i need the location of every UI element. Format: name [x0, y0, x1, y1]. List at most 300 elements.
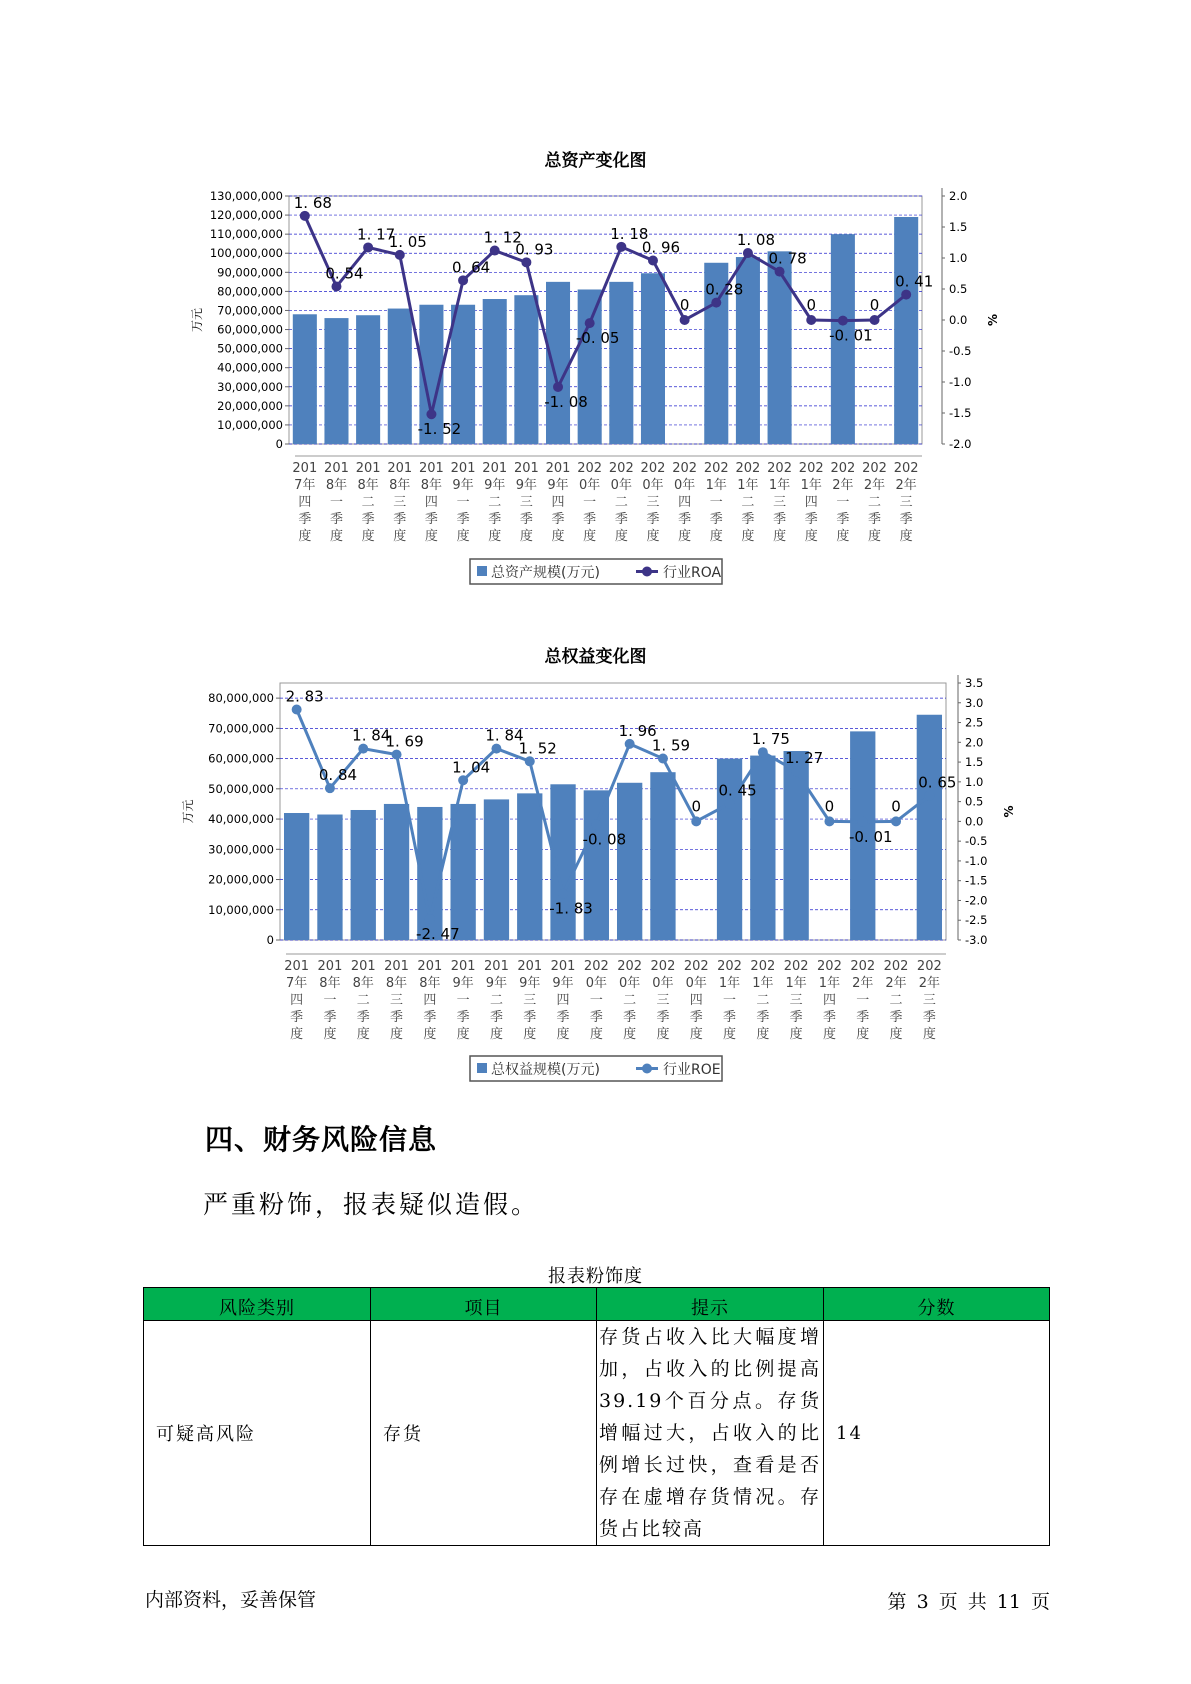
cell-score: 14 [824, 1321, 1050, 1546]
y2-tick-label: 1.5 [965, 755, 984, 770]
x-tick-label: 一 [329, 495, 343, 510]
x-tick-label: 二 [489, 993, 503, 1008]
x-tick-label: 四 [804, 495, 818, 510]
data-label: -0. 08 [582, 830, 627, 849]
data-label: 1. 69 [385, 732, 424, 751]
y2-axis-label: % [986, 313, 1000, 327]
x-tick-label: 202 [817, 959, 842, 974]
data-label: 0. 96 [641, 238, 681, 257]
footer-page-number: 第 3 页 共 11 页 [887, 1591, 1050, 1613]
x-tick-label: 0年 [579, 478, 601, 493]
data-label: 1. 84 [352, 726, 391, 745]
x-tick-label: 202 [916, 959, 942, 974]
line-point [392, 750, 402, 760]
data-label: 1. 27 [785, 749, 824, 768]
y-tick-label: 60,000,000 [208, 751, 274, 766]
y-tick-label: 40,000,000 [208, 812, 274, 827]
x-tick-label: 202 [830, 461, 856, 476]
x-tick-label: 202 [608, 461, 634, 476]
x-tick-label: 三 [523, 993, 537, 1008]
x-tick-label: 201 [284, 959, 310, 974]
x-tick-label: 度 [646, 529, 660, 544]
y2-tick-label: -2.5 [965, 913, 988, 928]
x-tick-label: 201 [513, 461, 539, 476]
y2-tick-label: -0.5 [965, 834, 988, 849]
x-tick-label: 8年 [385, 976, 408, 991]
data-label: 1. 04 [452, 758, 491, 777]
y-tick-label: 130,000,000 [209, 189, 283, 203]
x-tick-label: 季 [329, 512, 343, 527]
x-tick-label: 季 [519, 512, 533, 527]
data-label: 1. 52 [518, 739, 557, 758]
data-label: 0 [679, 296, 690, 314]
data-label: 2. 83 [285, 687, 324, 706]
line-point [525, 756, 535, 766]
cell-hint: 存货占收入比大幅度增加，占收入的比例提高39.19个百分点。存货增幅过大，占收入的比例增长过快，查看是否存在虚增存货情况。存货占比较高 [597, 1321, 824, 1546]
x-tick-label: 一 [456, 495, 470, 510]
x-tick-label: 202 [577, 461, 603, 476]
x-tick-label: 度 [519, 529, 533, 544]
table-header-row [144, 1288, 1050, 1321]
y-tick-label: 10,000,000 [208, 902, 274, 917]
x-tick-label: 0年 [610, 478, 632, 493]
x-tick-label: 季 [678, 512, 692, 527]
x-tick-label: 度 [922, 1027, 936, 1042]
y-tick-label: 90,000,000 [217, 265, 283, 280]
x-tick-label: 度 [489, 1027, 503, 1042]
legend-bar-swatch [477, 1063, 487, 1073]
x-tick-label: 二 [614, 495, 628, 510]
x-tick-label: 季 [709, 512, 723, 527]
cell-item: 存货 [371, 1321, 597, 1546]
x-tick-label: 季 [773, 512, 787, 527]
x-tick-label: 2年 [852, 976, 874, 991]
data-label: 1. 18 [610, 224, 649, 243]
x-tick-label: 三 [922, 993, 936, 1008]
x-tick-label: 202 [750, 959, 776, 974]
x-tick-label: 9年 [552, 976, 574, 991]
x-tick-label: 四 [424, 495, 438, 510]
y2-tick-label: -1.0 [965, 853, 988, 868]
x-tick-label: 季 [298, 512, 312, 527]
data-label: -1. 52 [417, 420, 462, 439]
y2-tick-label: -2.0 [965, 893, 988, 908]
x-tick-label: 度 [298, 529, 312, 544]
line-point [658, 754, 668, 764]
line-point [791, 766, 801, 776]
x-tick-label: 季 [822, 1010, 836, 1025]
x-tick-label: 四 [556, 993, 570, 1008]
y-tick-label: 30,000,000 [208, 842, 274, 857]
section-summary: 严重粉饰，报表疑似造假。 [203, 1190, 540, 1219]
y-tick-label: 40,000,000 [217, 360, 283, 375]
y2-tick-label: 3.5 [965, 676, 984, 690]
x-tick-label: 季 [393, 512, 407, 527]
x-tick-label: 202 [893, 461, 919, 476]
x-tick-label: 9年 [452, 478, 474, 493]
x-tick-label: 7年 [286, 976, 308, 991]
y2-tick-label: 2.0 [949, 189, 968, 203]
table-caption: 报表粉饰度 [548, 1266, 643, 1287]
x-tick-label: 0年 [619, 976, 641, 991]
line-point [292, 704, 302, 714]
x-tick-label: 度 [556, 1027, 570, 1042]
y2-tick-label: -1.5 [949, 406, 972, 420]
x-tick-label: 度 [290, 1027, 304, 1042]
data-label: 1. 84 [485, 726, 524, 745]
x-tick-label: 度 [423, 1027, 437, 1042]
x-tick-label: 201 [292, 461, 318, 476]
x-tick-label: 季 [290, 1010, 304, 1025]
y-tick-label: 50,000,000 [208, 781, 274, 796]
x-tick-label: 度 [424, 529, 438, 544]
line-point [625, 739, 635, 749]
y2-tick-label: -1.0 [949, 375, 972, 389]
x-tick-label: 9年 [452, 976, 474, 991]
x-tick-label: 1年 [768, 478, 791, 493]
x-tick-label: 201 [387, 461, 413, 476]
line-point [858, 817, 868, 827]
x-tick-label: 三 [519, 495, 533, 510]
y-tick-label: 20,000,000 [208, 872, 274, 887]
data-label: 0. 84 [318, 766, 358, 785]
y-axis-label: 万元 [190, 307, 204, 333]
bar [783, 751, 808, 940]
data-label: -0. 01 [829, 326, 873, 345]
x-tick-label: 度 [456, 529, 470, 544]
x-tick-label: 三 [393, 495, 407, 510]
x-tick-label: 一 [583, 495, 597, 510]
y2-tick-label: 0.0 [949, 313, 968, 327]
x-tick-label: 0年 [652, 976, 674, 991]
bar [351, 810, 376, 940]
y-axis-label: 万元 [181, 799, 195, 824]
footer-confidential: 内部资料，妥善保管 [145, 1589, 317, 1611]
x-tick-label: 201 [545, 461, 571, 476]
line-point [491, 744, 501, 754]
line-point [725, 799, 735, 809]
legend-line-label: 行业ROA [663, 565, 722, 581]
bar [450, 804, 475, 940]
y2-tick-label: 0.5 [965, 794, 984, 809]
x-tick-label: 202 [798, 461, 824, 476]
x-tick-label: 201 [450, 461, 476, 476]
data-label: -1. 08 [544, 392, 588, 411]
chart-title-total-equity: 总权益变化图 [544, 647, 647, 667]
x-tick-label: 度 [804, 529, 818, 544]
x-tick-label: 三 [390, 993, 404, 1008]
x-tick-label: 一 [456, 993, 470, 1008]
x-tick-label: 9年 [547, 478, 569, 493]
bar [384, 804, 409, 940]
x-tick-label: 季 [323, 1010, 337, 1025]
bar [484, 799, 509, 940]
y2-tick-label: 3.0 [965, 695, 984, 710]
x-tick-label: 1年 [785, 976, 807, 991]
x-tick-label: 度 [614, 529, 628, 544]
x-tick-label: 度 [583, 529, 597, 544]
x-tick-label: 202 [883, 959, 909, 974]
x-tick-label: 季 [689, 1010, 703, 1025]
data-label: 1. 17 [357, 225, 396, 244]
x-tick-label: 9年 [519, 976, 541, 991]
y2-tick-label: 0.5 [949, 282, 968, 296]
y-tick-label: 100,000,000 [209, 246, 283, 261]
data-label: 1. 08 [736, 231, 776, 250]
bar [917, 715, 942, 940]
x-tick-label: 二 [868, 495, 882, 510]
x-tick-label: 四 [298, 495, 312, 510]
x-tick-label: 1年 [818, 976, 841, 991]
y2-tick-label: -0.5 [949, 344, 972, 358]
y2-tick-label: -2.0 [949, 437, 972, 451]
x-tick-label: 度 [361, 529, 375, 544]
x-tick-label: 度 [756, 1027, 770, 1042]
x-tick-label: 度 [889, 1027, 903, 1042]
x-tick-label: 季 [789, 1010, 803, 1025]
x-tick-label: 8年 [420, 478, 443, 493]
x-tick-label: 8年 [389, 478, 411, 493]
x-tick-label: 三 [899, 495, 913, 510]
line-point [924, 791, 934, 801]
x-tick-label: 度 [623, 1027, 637, 1042]
x-tick-label: 二 [889, 993, 903, 1008]
line-point [691, 816, 701, 826]
x-tick-label: 四 [689, 993, 703, 1008]
x-tick-label: 度 [899, 529, 913, 544]
x-tick-label: 202 [617, 959, 643, 974]
x-tick-label: 201 [417, 959, 443, 974]
x-tick-label: 2年 [895, 478, 917, 493]
x-tick-label: 四 [678, 495, 692, 510]
x-tick-label: 度 [741, 529, 755, 544]
x-tick-label: 202 [650, 959, 676, 974]
data-label: 0. 65 [918, 773, 957, 792]
data-label: 1. 75 [751, 730, 790, 749]
line-point [558, 889, 568, 899]
x-tick-label: 一 [709, 495, 723, 510]
x-tick-label: 2年 [832, 478, 854, 493]
x-tick-label: 0年 [642, 478, 664, 493]
x-tick-label: 季 [583, 512, 597, 527]
header-item: 项目 [371, 1288, 597, 1321]
line-point [458, 775, 468, 785]
cell-risk-category: 可疑高风险 [144, 1321, 371, 1546]
x-tick-label: 四 [822, 993, 836, 1008]
x-tick-label: 度 [836, 529, 850, 544]
x-tick-label: 度 [689, 1027, 703, 1042]
x-tick-label: 8年 [419, 976, 441, 991]
x-tick-label: 202 [735, 461, 761, 476]
x-tick-label: 季 [836, 512, 850, 527]
data-label: 0. 28 [705, 280, 744, 299]
risk-table [143, 1287, 1050, 1546]
header-score: 分数 [824, 1288, 1050, 1321]
x-tick-label: 201 [324, 461, 349, 476]
x-tick-label: 度 [773, 529, 787, 544]
line-point [824, 816, 834, 826]
x-tick-label: 202 [862, 461, 887, 476]
x-tick-label: 8年 [357, 478, 379, 493]
x-tick-label: 201 [384, 959, 409, 974]
data-label: 0 [691, 797, 702, 816]
x-tick-label: 201 [482, 461, 508, 476]
data-label: -1. 83 [549, 899, 593, 918]
x-tick-label: 0年 [673, 478, 696, 493]
line-point [358, 744, 368, 754]
data-label: 0. 64 [451, 258, 491, 277]
table-row [144, 1321, 1050, 1546]
x-tick-label: 1年 [718, 976, 741, 991]
bar [517, 793, 542, 940]
x-tick-label: 季 [756, 1010, 770, 1025]
x-tick-label: 四 [290, 993, 304, 1008]
x-tick-label: 一 [836, 495, 850, 510]
x-tick-label: 一 [856, 993, 870, 1008]
x-tick-label: 季 [356, 1010, 370, 1025]
y2-tick-label: 0.0 [965, 814, 984, 829]
legend-line-marker [642, 1064, 652, 1074]
x-tick-label: 202 [672, 461, 698, 476]
x-tick-label: 202 [583, 959, 609, 974]
x-tick-label: 季 [423, 1010, 437, 1025]
x-tick-label: 度 [789, 1027, 803, 1042]
bar [617, 783, 642, 940]
x-tick-label: 二 [623, 993, 637, 1008]
x-tick-label: 四 [551, 495, 565, 510]
x-tick-label: 度 [709, 529, 723, 544]
y-tick-label: 50,000,000 [217, 341, 283, 356]
header-risk-category: 风险类别 [144, 1288, 371, 1321]
x-tick-label: 三 [656, 993, 670, 1008]
x-tick-label: 季 [456, 512, 470, 527]
line-point [891, 816, 901, 826]
line-point [758, 747, 768, 757]
x-tick-label: 1年 [737, 478, 759, 493]
y-tick-label: 0 [266, 933, 274, 947]
data-label: 0 [869, 296, 880, 314]
x-tick-label: 1年 [705, 478, 727, 493]
y-tick-label: 30,000,000 [217, 379, 283, 394]
x-tick-label: 季 [556, 1010, 570, 1025]
x-tick-label: 季 [804, 512, 818, 527]
x-tick-label: 2年 [885, 976, 907, 991]
x-tick-label: 季 [589, 1010, 603, 1025]
x-tick-label: 四 [423, 993, 437, 1008]
y-tick-label: 70,000,000 [217, 303, 283, 318]
x-tick-label: 0年 [585, 976, 607, 991]
bar [317, 815, 342, 940]
data-label: 0 [824, 797, 835, 816]
x-tick-label: 季 [889, 1010, 903, 1025]
x-tick-label: 1年 [752, 976, 774, 991]
x-tick-label: 201 [450, 959, 476, 974]
x-tick-label: 季 [741, 512, 755, 527]
x-tick-label: 季 [723, 1010, 737, 1025]
x-tick-label: 8年 [319, 976, 341, 991]
x-tick-label: 201 [550, 959, 576, 974]
x-tick-label: 9年 [485, 976, 508, 991]
x-tick-label: 季 [623, 1010, 637, 1025]
x-tick-label: 9年 [515, 478, 538, 493]
x-tick-label: 季 [523, 1010, 537, 1025]
x-tick-label: 度 [856, 1027, 870, 1042]
x-tick-label: 7年 [294, 478, 316, 493]
y-tick-label: 70,000,000 [208, 721, 274, 736]
plot-area [280, 683, 946, 940]
data-label: 0 [806, 296, 816, 314]
x-tick-label: 季 [361, 512, 375, 527]
x-tick-label: 201 [484, 959, 509, 974]
x-tick-label: 季 [551, 512, 565, 527]
x-tick-label: 季 [456, 1010, 470, 1025]
y-tick-label: 0 [275, 437, 283, 451]
x-tick-label: 季 [899, 512, 913, 527]
data-label: -2. 47 [416, 925, 460, 944]
y-tick-label: 80,000,000 [208, 691, 274, 706]
x-tick-label: 季 [488, 512, 502, 527]
x-tick-label: 季 [922, 1010, 936, 1025]
x-tick-label: 三 [789, 993, 803, 1008]
x-tick-label: 一 [723, 993, 737, 1008]
legend-bar-label: 总权益规模(万元) [491, 1062, 600, 1078]
x-tick-label: 二 [756, 993, 770, 1008]
bar [650, 772, 675, 940]
x-tick-label: 季 [656, 1010, 670, 1025]
x-tick-label: 度 [390, 1027, 404, 1042]
x-tick-label: 202 [850, 959, 876, 974]
x-tick-label: 2年 [863, 478, 886, 493]
data-label: 0. 54 [325, 264, 364, 283]
x-tick-label: 一 [589, 993, 603, 1008]
x-tick-label: 8年 [352, 976, 374, 991]
x-tick-label: 度 [723, 1027, 737, 1042]
x-tick-label: 度 [523, 1027, 537, 1042]
x-tick-label: 0年 [685, 976, 707, 991]
x-tick-label: 度 [329, 529, 343, 544]
bar [284, 813, 309, 940]
y2-tick-label: 1.0 [949, 251, 968, 265]
data-label: 1. 59 [651, 736, 691, 755]
x-tick-label: 季 [856, 1010, 870, 1025]
x-tick-label: 三 [773, 495, 787, 510]
x-tick-label: 201 [350, 959, 376, 974]
x-tick-label: 二 [361, 495, 375, 510]
x-tick-label: 201 [317, 959, 343, 974]
x-tick-label: 季 [424, 512, 438, 527]
line-point [325, 783, 335, 793]
data-label: 0. 41 [895, 272, 934, 291]
y2-tick-label: -1.5 [965, 873, 988, 888]
data-label: 1. 68 [293, 193, 332, 212]
x-tick-label: 度 [589, 1027, 603, 1042]
y2-axis-label: % [1002, 805, 1016, 818]
x-tick-label: 8年 [325, 478, 348, 493]
x-tick-label: 201 [419, 461, 444, 476]
y-tick-label: 20,000,000 [217, 398, 283, 413]
data-label: -0. 05 [575, 329, 620, 348]
x-tick-label: 度 [822, 1027, 836, 1042]
x-tick-label: 202 [640, 461, 666, 476]
x-tick-label: 二 [356, 993, 370, 1008]
x-tick-label: 度 [678, 529, 692, 544]
data-label: 0. 45 [718, 781, 757, 800]
x-tick-label: 季 [390, 1010, 404, 1025]
data-label: -0. 01 [848, 827, 893, 846]
x-tick-label: 2年 [918, 976, 940, 991]
x-tick-label: 二 [488, 495, 502, 510]
x-tick-label: 度 [656, 1027, 670, 1042]
